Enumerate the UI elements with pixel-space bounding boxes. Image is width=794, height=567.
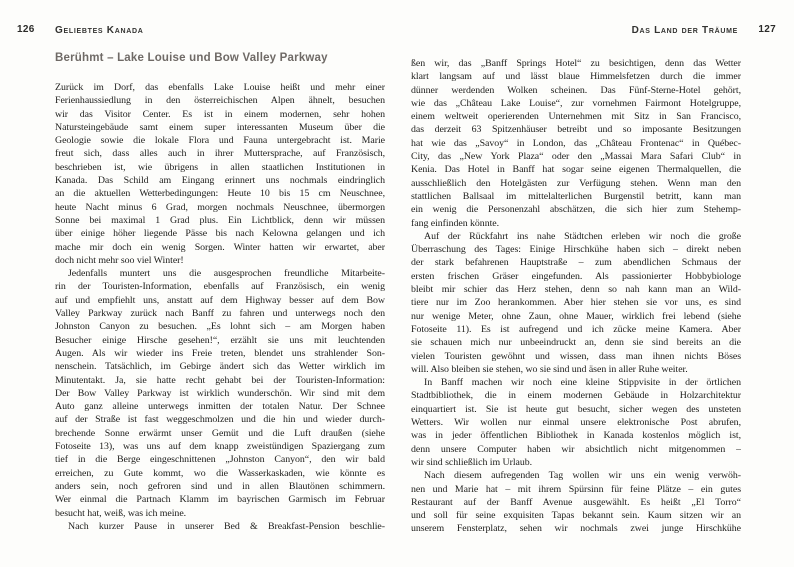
text-line: nen und Marie hat – mit ihrem Spürsinn für feine Plätze – ein gutes [411,483,741,495]
text-line: einquartiert ist. Sie ist heute gut besucht, sicher wegen des unsteten [411,403,741,415]
text-line: ersten frischen Gräser eingefunden. Als passionierter Hobbybiologe [411,270,741,282]
text-line: will. Also bleiben sie stehen, wo sie sind und äsen in aller Ruhe weiter. [411,363,688,375]
text-line: Jedenfalls muntert uns die ausgesprochen freundliche Mitarbeite- [68,268,385,280]
text-line: und soll für seine exquisiten Tapas bekannt sein. Kaum sitzen wir an [411,510,741,522]
text-line: In Banff machen wir noch eine kleine Stippvisite in der örtlichen [424,377,741,389]
text-line: fang einfinden könnte. [411,217,500,229]
paragraph [411,376,741,469]
text-line: freut sich, dass alles auch in ihrer Muttersprache, auf Französisch, [55,148,385,160]
text-line: Ferienhaussiedlung in den österreichischen Alpen ähnelt, besuchen [55,95,385,107]
text-line: dünner werdenden Wolken scheinen. Das Fünf-Sterne-Hotel gehört, [411,84,741,96]
text-line: einem weltweit operierenden Unternehmen mit Sitz in San Francisco, [411,111,741,123]
text-line: Nach diesem aufregenden Tag wollen wir uns ein wenig verwöh- [424,470,741,482]
text-line: Nach kurzer Pause in unserer Bed & Breakfast-Pension beschlie- [68,520,385,532]
text-line: Auf der Rückfahrt ins nahe Städtchen erleben wir noch die große [424,230,741,242]
text-line: das derzeit 63 Spitzenhäuser betreibt und so imposante Besitzungen [411,124,741,136]
text-line: Sonne bei maximal 1 Grad plus. Ein Lichtblick, denn wir müssen [55,214,385,226]
chapter-heading: Berühmt – Lake Louise und Bow Valley Parkway [55,52,328,64]
text-line: Kanada. Das Schild am Eingang erinnert uns nochmals eindringlich [55,175,385,187]
text-line: ein wenig die Personenzahl abschätzen, die sich hier zum Stehemp- [411,204,741,216]
text-line: Augen. Als wir wieder ins Freie treten, blendet uns strahlender Son- [55,347,385,359]
text-line: vielen Touristen gewöhnt und wissen, dass man ihnen nichts Böses [411,350,741,362]
text-line: tiere nur im Zoo herankommen. Aber hier stehen sie vor uns, es sind [411,297,741,309]
text-line: Der Bow Valley Parkway ist wirklich wunderschön. Wir sind mit dem [55,387,385,399]
text-line: Geologie sowie die lokale Flora und Fauna untergebracht ist. Marie [55,135,385,147]
paragraph [55,267,385,520]
text-line: Valley Parkway zurück nach Banff zu fahren und unterwegs noch den [55,308,385,320]
text-line: Fotoseite 11). Es ist aufregend und ich zücke meine Kamera. Aber [411,323,741,335]
text-line: denn unsere Computer haben wir absichtlich nicht mitgenommen – [411,443,741,455]
text-line: Kenia. Das Hotel in Banff hat sogar seine eigenen Thermalquellen, die [411,164,741,176]
text-line: nenschein. Tatsächlich, im Gebirge ändert sich das Wetter wirklich im [55,361,385,373]
text-line: was in jeder öffentlichen Bibliothek in Kanada kostenlos möglich ist, [411,430,741,442]
paragraph [411,57,741,230]
text-line: City, das „New York Plaza“ oder den „Massai Mara Safari Club“ in [411,151,741,163]
text-line: rin der Touristen-Information, ebenfalls auf Französisch, ein wenig [55,281,385,293]
text-line: über einige höher liegende Pässe bis nach Kelowna gelangen und ich [55,228,385,240]
paragraph [411,230,741,376]
text-line: wir das Visitor Center. Es ist in einem modernen, sehr hohen [55,108,385,120]
text-line: Natursteingebäude samt einem super interessanten Museum über die [55,121,385,133]
text-line: Stadtbibliothek, die in einem modernen Gebäude in Holzarchitektur [411,390,741,402]
text-line: Johnston Canyon zu besuchen. „Es lohnt sich – am Morgen haben [55,321,385,333]
text-line: Wetters. Wir wollen nur einmal unsere elektronische Post abrufen, [411,417,741,429]
text-line: hat wie das „Savoy“ in London, das „Château Frontenac“ in Québec- [411,137,741,149]
text-line: doch nicht mehr soo viel Winter! [55,254,184,266]
text-line: ausschließlich den Hotelgästen zur Verfügung stehen. Wenn man den [411,177,741,189]
text-line: wir sind schließlich im Urlaub. [411,456,533,468]
text-line: tief in die Berge eingeschnittenen „Johnston Canyon“, den wir bald [55,454,385,466]
text-line: auf und empfiehlt uns, anstatt auf dem Highway besser auf dem Bow [55,294,385,306]
page-right [397,0,794,567]
text-line: auf der Straße ist fast weggeschmolzen und die hin und wieder durch- [55,414,385,426]
text-line: Fotoseite 13), was uns auf dem knapp zweistündigen Spaziergang zum [55,441,385,453]
text-line: Minutentakt. Ja, sie hatte recht gehabt bei der Touristen-Information: [55,374,385,386]
paragraph [55,81,385,267]
text-line: mache mir doch ein wenig Sorgen. Winter hatten wir erwartet, aber [55,241,385,253]
text-line: der stark befahrenen Hauptstraße – zum abendlichen Schmaus der [411,257,741,269]
body-text-left [55,81,385,533]
text-line: Wer einmal die Partnach Klamm im bayrischen Garmisch im Februar [55,494,385,506]
text-line: nur wenige Meter, ohne Zaun, ohne Mauer, wirklich frei lebend (siehe [411,310,741,322]
text-line: sie schauen mich nur unbeeindruckt an, denn sie sind bereits an die [411,337,741,349]
text-line: stattlichen Ballsaal im mittelalterlichen Burgenstil betritt, kann man [411,190,741,202]
text-line: Restaurant auf der Banff Avenue ausgewählt. Es heißt „El Torro“ [411,496,741,508]
page-number-right: 127 [758,24,776,35]
text-line: Überraschung des Tages: Einige Hirschkühe haben sich – direkt neben [411,244,741,256]
text-line: bleibt mir schier das Herz stehen, denn so nah kann man an Wild- [411,284,741,296]
page-number-left: 126 [17,24,35,35]
text-line: klart langsam auf und lässt blaue Himmelsfetzen durch die immer [411,71,741,83]
text-line: erreichen, zu Gute kommt, wo die Wasserkaskaden, wie könnte es [55,467,385,479]
body-text-right [411,57,741,536]
text-line: heute Nacht minus 6 Grad, morgen nochmals Neuschnee, übermorgen [55,201,385,213]
running-head-right: Das Land der Träume [631,25,738,36]
text-line: wie das „Château Lake Louise“, zur vornehmen Fairmont Hotelgruppe, [411,97,741,109]
text-line: brechende Sonne erwärmt unser Gemüt und die Luft draußen (siehe [55,427,385,439]
text-line: Auto ganz alleine unterwegs inmitten der totalen Natur. Der Schnee [55,401,385,413]
text-line: an die aktuellen Wetterbedingungen: Heute 10 bis 15 cm Neuschnee, [55,188,385,200]
text-line: Besucher einige Hirsche gesehen!“, erzählt sie uns mit leuchtenden [55,334,385,346]
text-line: anders sein, noch gefroren sind und in allen Blautönen schimmern. [55,480,385,492]
text-line: beschrieben ist, wie übrigens in allen staatlichen Institutionen in [55,161,385,173]
paragraph [411,469,741,535]
text-line: besucht hat, weiß, was ich meine. [55,507,187,519]
text-line: ßen wir, das „Banff Springs Hotel“ zu besichtigen, denn das Wetter [411,58,741,69]
running-head-left: Geliebtes Kanada [55,25,144,36]
text-line: Zurück im Dorf, das ebenfalls Lake Louise heißt und mehr einer [55,82,385,93]
text-line: unserem Fensterplatz, sehen wir nochmals zwei junge Hirschkühe [411,523,741,535]
paragraph [55,520,385,533]
